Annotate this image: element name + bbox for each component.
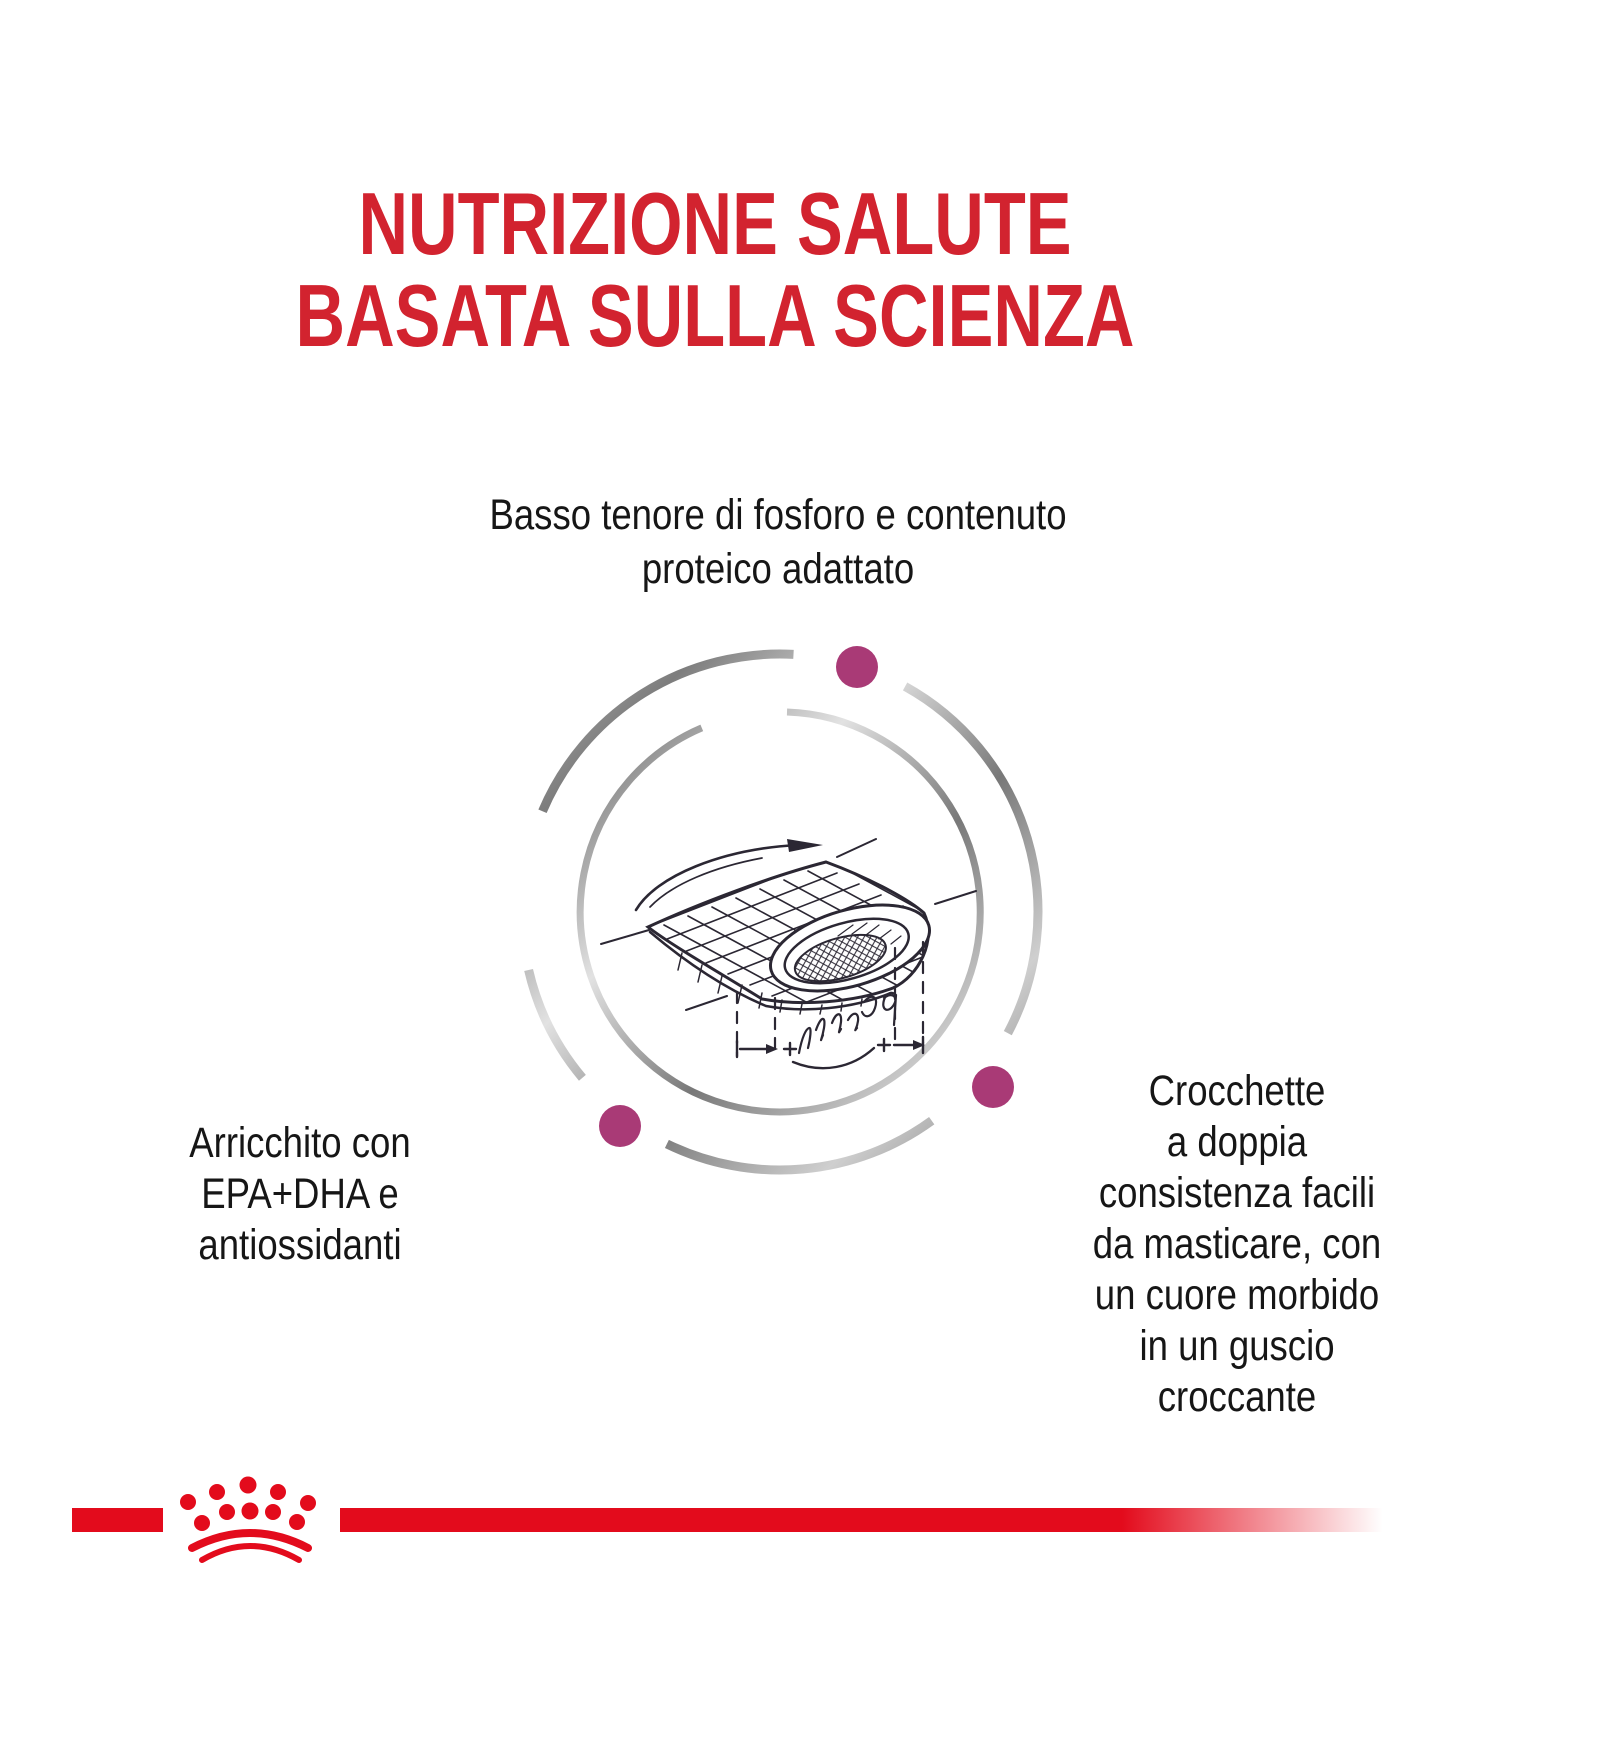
claim-line: Arricchito con xyxy=(189,1119,411,1167)
claim-line: Basso tenore di fosforo e contenuto xyxy=(489,491,1067,539)
kibble-diagram xyxy=(470,590,1110,1210)
claim-line: proteico adattato xyxy=(641,545,915,593)
outer-ring-arc xyxy=(543,654,794,811)
claim-phosphorus xyxy=(0,488,1556,596)
benefit-dot-left xyxy=(599,1105,641,1147)
benefit-dot-top xyxy=(836,646,878,688)
claim-line: in un guscio xyxy=(1139,1322,1335,1370)
arrow-right-icon xyxy=(787,839,823,852)
claim-line: EPA+DHA e xyxy=(201,1170,399,1218)
diagram-rings xyxy=(529,654,1038,1170)
page-title xyxy=(0,174,1430,365)
claim-line: croccante xyxy=(1157,1373,1317,1421)
headline-line-2: BASATA SULLA SCIENZA xyxy=(295,266,1135,365)
royal-canin-crown-icon xyxy=(166,1462,330,1570)
inner-circle-arc xyxy=(580,712,980,1112)
claim-line: un cuore morbido xyxy=(1094,1271,1380,1319)
benefit-dot-right xyxy=(972,1066,1014,1108)
claim-line: Crocchette xyxy=(1148,1067,1326,1115)
footer-band-right xyxy=(340,1508,1426,1532)
claim-line: consistenza facili xyxy=(1098,1169,1376,1217)
claim-line: da masticare, con xyxy=(1092,1220,1382,1268)
headline-line-1: NUTRIZIONE SALUTE xyxy=(358,174,1072,273)
claim-line: a doppia xyxy=(1166,1118,1308,1166)
claim-epa-dha xyxy=(60,1118,540,1271)
claim-double-texture xyxy=(1017,1066,1457,1423)
outer-ring-arc xyxy=(667,1121,932,1170)
outer-ring-arc xyxy=(529,970,583,1078)
claim-line: antiossidanti xyxy=(198,1221,402,1269)
footer-band-left xyxy=(72,1508,163,1532)
